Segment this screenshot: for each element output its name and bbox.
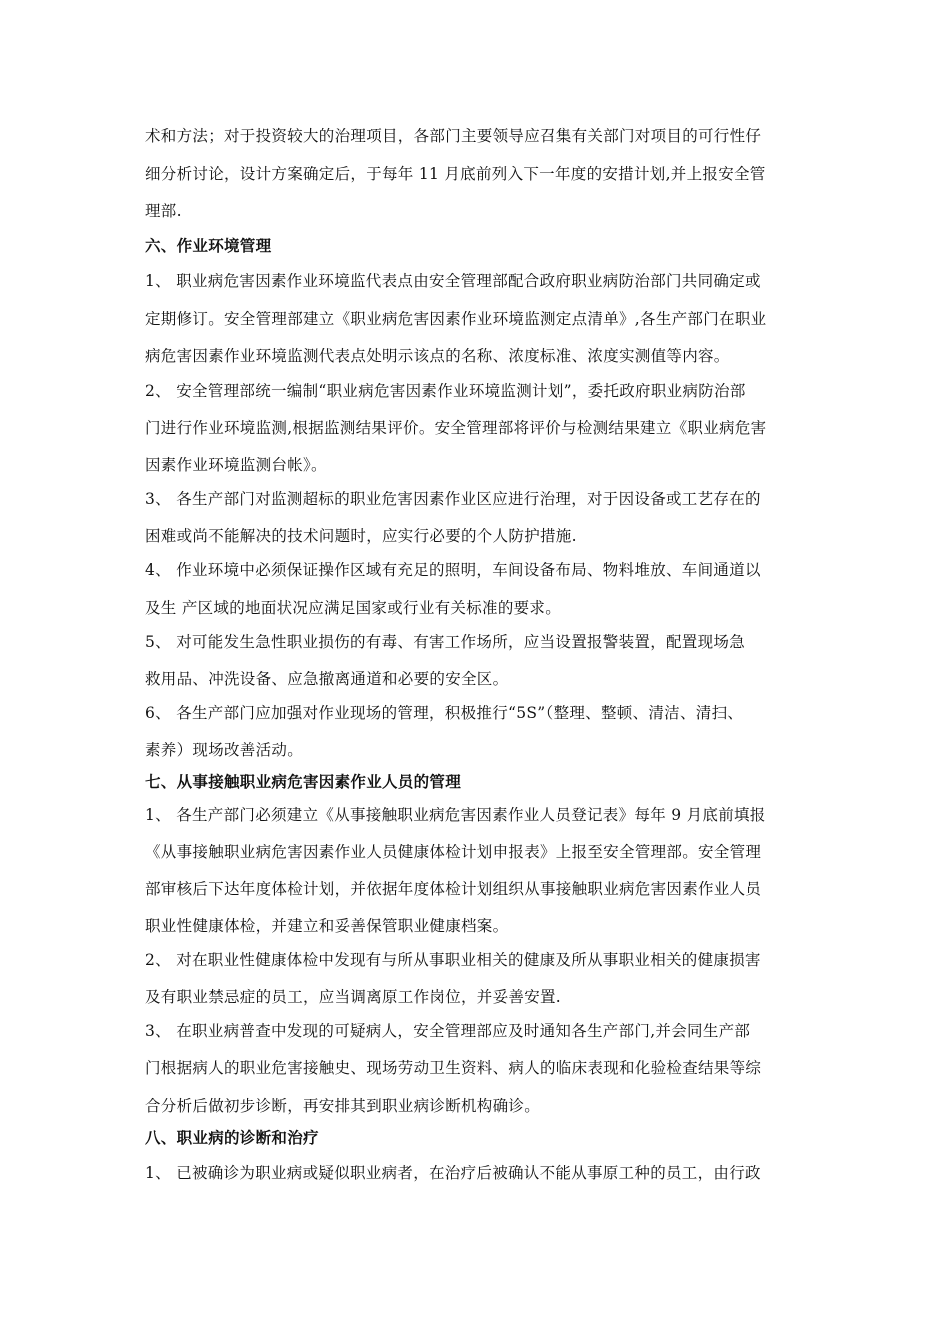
paragraph-line: 理部. xyxy=(145,202,182,220)
section-heading: 七、从事接触职业病危害因素作业人员的管理 xyxy=(145,773,462,791)
paragraph-line: 因素作业环境监测台帐》。 xyxy=(145,456,327,474)
paragraph-line: 1、 各生产部门必须建立《从事接触职业病危害因素作业人员登记表》每年 9 月底前填报 xyxy=(145,806,766,824)
paragraph-line: 救用品、冲洗设备、应急撤离通道和必要的安全区。 xyxy=(145,670,509,688)
paragraph-line: 3、 在职业病普查中发现的可疑病人，安全管理部应及时通知各生产部门,并会同生产部 xyxy=(145,1022,751,1040)
paragraph-line: 2、 对在职业性健康体检中发现有与所从事职业相关的健康及所从事职业相关的健康损害 xyxy=(145,951,761,969)
paragraph-line: 6、 各生产部门应加强对作业现场的管理，积极推行“5S”（整理、整顿、清洁、清扫、 xyxy=(145,704,744,722)
paragraph-line: 5、 对可能发生急性职业损伤的有毒、有害工作场所，应当设置报警装置，配置现场急 xyxy=(145,633,745,651)
paragraph-line: 细分析讨论，设计方案确定后，于每年 11 月底前列入下一年度的安措计划,并上报安全管 xyxy=(145,165,766,183)
paragraph-line: 病危害因素作业环境监测代表点处明示该点的名称、浓度标准、浓度实测值等内容。 xyxy=(145,347,730,365)
paragraph-line: 职业性健康体检，并建立和妥善保管职业健康档案。 xyxy=(145,917,509,935)
paragraph-line: 1、 已被确诊为职业病或疑似职业病者，在治疗后被确认不能从事原工种的员工，由行政 xyxy=(145,1164,761,1182)
paragraph-line: 定期修订。安全管理部建立《职业病危害因素作业环境监测定点清单》,各生产部门在职业 xyxy=(145,310,767,328)
paragraph-line: 门进行作业环境监测,根据监测结果评价。安全管理部将评价与检测结果建立《职业病危害 xyxy=(145,419,767,437)
paragraph-line: 1、 职业病危害因素作业环境监代表点由安全管理部配合政府职业病防治部门共同确定或 xyxy=(145,272,761,290)
paragraph-line: 部审核后下达年度体检计划，并依据年度体检计划组织从事接触职业病危害因素作业人员 xyxy=(145,880,762,898)
paragraph-line: 3、 各生产部门对监测超标的职业危害因素作业区应进行治理，对于因设备或工艺存在的 xyxy=(145,490,761,508)
paragraph-line: 困难或尚不能解决的技术问题时，应实行必要的个人防护措施. xyxy=(145,527,577,545)
paragraph-line: 《从事接触职业病危害因素作业人员健康体检计划申报表》上报至安全管理部。安全管理 xyxy=(145,843,762,861)
section-heading: 六、作业环境管理 xyxy=(145,237,272,255)
paragraph-line: 门根据病人的职业危害接触史、现场劳动卫生资料、病人的临床表现和化验检查结果等综 xyxy=(145,1059,762,1077)
paragraph-line: 素养）现场改善活动。 xyxy=(145,741,304,759)
paragraph-line: 4、 作业环境中必须保证操作区域有充足的照明，车间设备布局、物料堆放、车间通道以 xyxy=(145,561,761,579)
paragraph-line: 2、 安全管理部统一编制“职业病危害因素作业环境监测计划”，委托政府职业病防治部 xyxy=(145,382,746,400)
section-heading: 八、职业病的诊断和治疗 xyxy=(145,1129,319,1147)
paragraph-line: 及有职业禁忌症的员工，应当调离原工作岗位，并妥善安置. xyxy=(145,988,562,1006)
paragraph-line: 术和方法；对于投资较大的治理项目，各部门主要领导应召集有关部门对项目的可行性仔 xyxy=(145,127,762,145)
paragraph-line: 合分析后做初步诊断，再安排其到职业病诊断机构确诊。 xyxy=(145,1097,541,1115)
paragraph-line: 及生 产区域的地面状况应满足国家或行业有关标准的要求。 xyxy=(145,599,562,617)
